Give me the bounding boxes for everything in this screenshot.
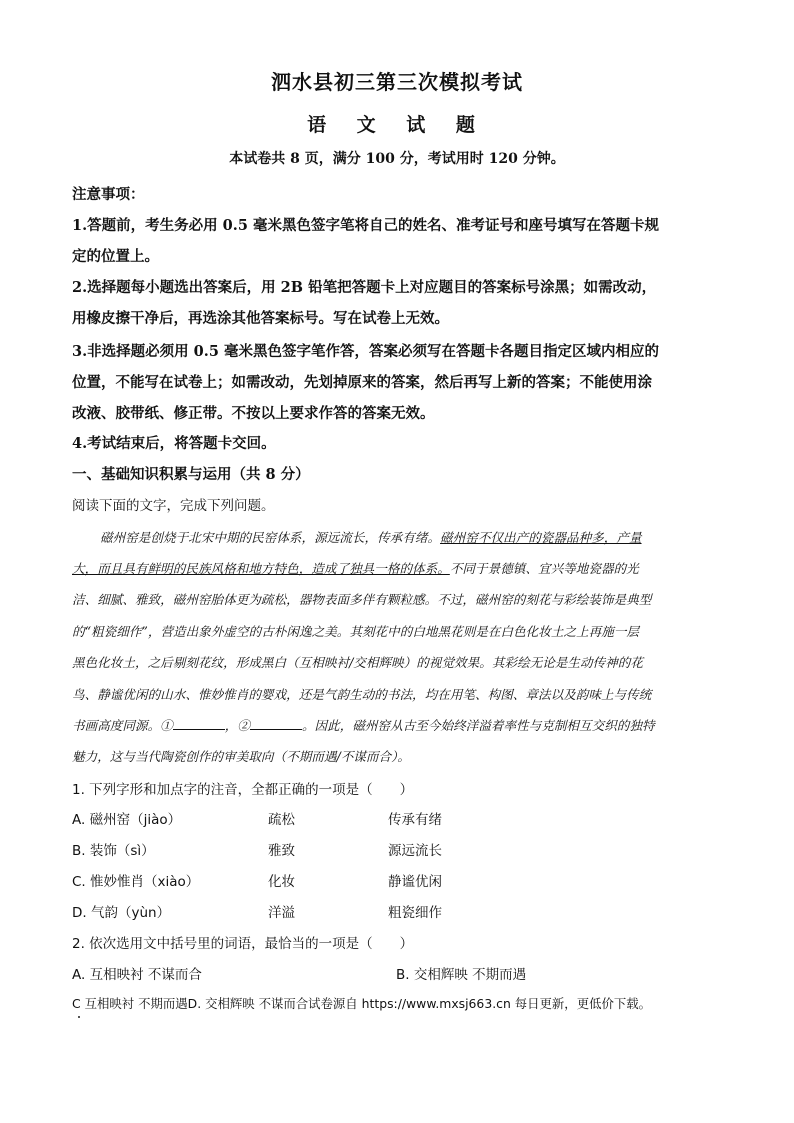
option-label: B. 交相辉映 不期而遇 bbox=[396, 967, 527, 983]
notice-line: 定的位置上。 bbox=[72, 248, 159, 265]
section-heading: 一、基础知识积累与运用（共 8 分） bbox=[72, 466, 310, 483]
option-word: 源远流长 bbox=[388, 843, 442, 859]
notice-line: 位置，不能写在试卷上；如需改动，先划掉原来的答案，然后再写上新的答案；不能使用涂 bbox=[72, 374, 652, 391]
passage-line: 洁、细腻、雅致，磁州窑胎体更为疏松，器物表面多伴有颗粒感。不过，磁州窑的刻花与彩绘装饰是典型 bbox=[72, 592, 652, 607]
option-label: A. 磁州窑（jiào） bbox=[72, 812, 182, 828]
notice-line: 4.考试结束后，将答题卡交回。 bbox=[72, 435, 276, 452]
section-instruction: 阅读下面的文字，完成下列问题。 bbox=[72, 498, 275, 514]
option-label: C 互相映衬 不期而遇D. 交相辉映 不谋而合试卷源自 https://www.mxsj663.cn 每日更新，更低价下载。 bbox=[72, 996, 652, 1011]
option-label: A. 互相映衬 不谋而合 bbox=[72, 967, 202, 983]
passage-line: 大，而且具有鲜明的民族风格和地方特色，造成了独具一格的体系。不同于景德镇、宜兴等地瓷器的光 bbox=[72, 561, 639, 576]
option-word: 洋溢 bbox=[268, 905, 295, 921]
option-word: 雅致 bbox=[268, 843, 295, 859]
option-word: 粗瓷细作 bbox=[388, 905, 442, 921]
exam-info: 本试卷共 8 页，满分 100 分，考试用时 120 分钟。 bbox=[229, 151, 565, 167]
exam-title: 泗水县初三第三次模拟考试 bbox=[271, 70, 523, 94]
passage-line: 磁州窑是创烧于北宋中期的民窑体系，源远流长，传承有绪。磁州窑不仅出产的瓷器品种多，产量 bbox=[100, 530, 642, 545]
passage-line: 鸟、静谧优闲的山水、惟妙惟肖的婴戏，还是气韵生动的书法，均在用笔、构图、章法以及韵味上与传统 bbox=[72, 687, 652, 702]
notice-line: 3.非选择题必须用 0.5 毫米黑色签字笔作答，答案必须写在答题卡各题目指定区域内相应的 bbox=[72, 343, 659, 360]
passage-line: 书画高度同源。① ，② 。因此，磁州窑从古至今始终洋溢着率性与克制相互交织的独特 bbox=[72, 718, 655, 733]
passage-line: 魅力，这与当代陶瓷创作的审美取向（不期而遇/不谋而合）。 bbox=[72, 749, 410, 764]
blank-2 bbox=[250, 717, 302, 730]
option-label: B. 装饰（sì） bbox=[72, 843, 155, 859]
option-label: D. 气韵（yùn） bbox=[72, 905, 171, 921]
notice-line: 用橡皮擦干净后，再选涂其他答案标号。写在试卷上无效。 bbox=[72, 310, 449, 327]
question-stem: 1. 下列字形和加点字的注音，全都正确的一项是（ ） bbox=[72, 782, 414, 798]
underlined-sentence: 磁州窑不仅出产的瓷器品种多，产量 bbox=[440, 530, 642, 545]
notice-line: 2.选择题每小题选出答案后，用 2B 铅笔把答题卡上对应题目的答案标号涂黑；如需改动， bbox=[72, 279, 657, 296]
notice-line: 1.答题前，考生务必用 0.5 毫米黑色签字笔将自己的姓名、准考证号和座号填写在答题卡规 bbox=[72, 217, 659, 234]
dot-mark bbox=[78, 1016, 80, 1018]
passage-line: 的“粗瓷细作”，营造出象外虚空的古朴闲逸之美。其刻花中的白地黑花则是在白色化妆土之上再施一层 bbox=[72, 624, 640, 639]
passage-line: 黑色化妆土，之后剔刻花纹，形成黑白（互相映衬/交相辉映）的视觉效果。其彩绘无论是生动传神的花 bbox=[72, 655, 643, 670]
option-label: C. 惟妙惟肖（xiào） bbox=[72, 874, 200, 890]
blank-1 bbox=[173, 717, 225, 730]
option-word: 静谧优闲 bbox=[388, 874, 442, 890]
option-word: 传承有绪 bbox=[388, 812, 442, 828]
notice-line: 改液、胶带纸、修正带。不按以上要求作答的答案无效。 bbox=[72, 405, 435, 422]
subject-title: 语 文 试 题 bbox=[307, 114, 487, 136]
question-stem: 2. 依次选用文中括号里的词语，最恰当的一项是（ ） bbox=[72, 936, 414, 952]
option-word: 化妆 bbox=[268, 874, 295, 890]
underlined-sentence: 大，而且具有鲜明的民族风格和地方特色，造成了独具一格的体系。 bbox=[72, 561, 450, 576]
option-word: 疏松 bbox=[268, 812, 295, 828]
notice-heading: 注意事项： bbox=[72, 186, 145, 203]
